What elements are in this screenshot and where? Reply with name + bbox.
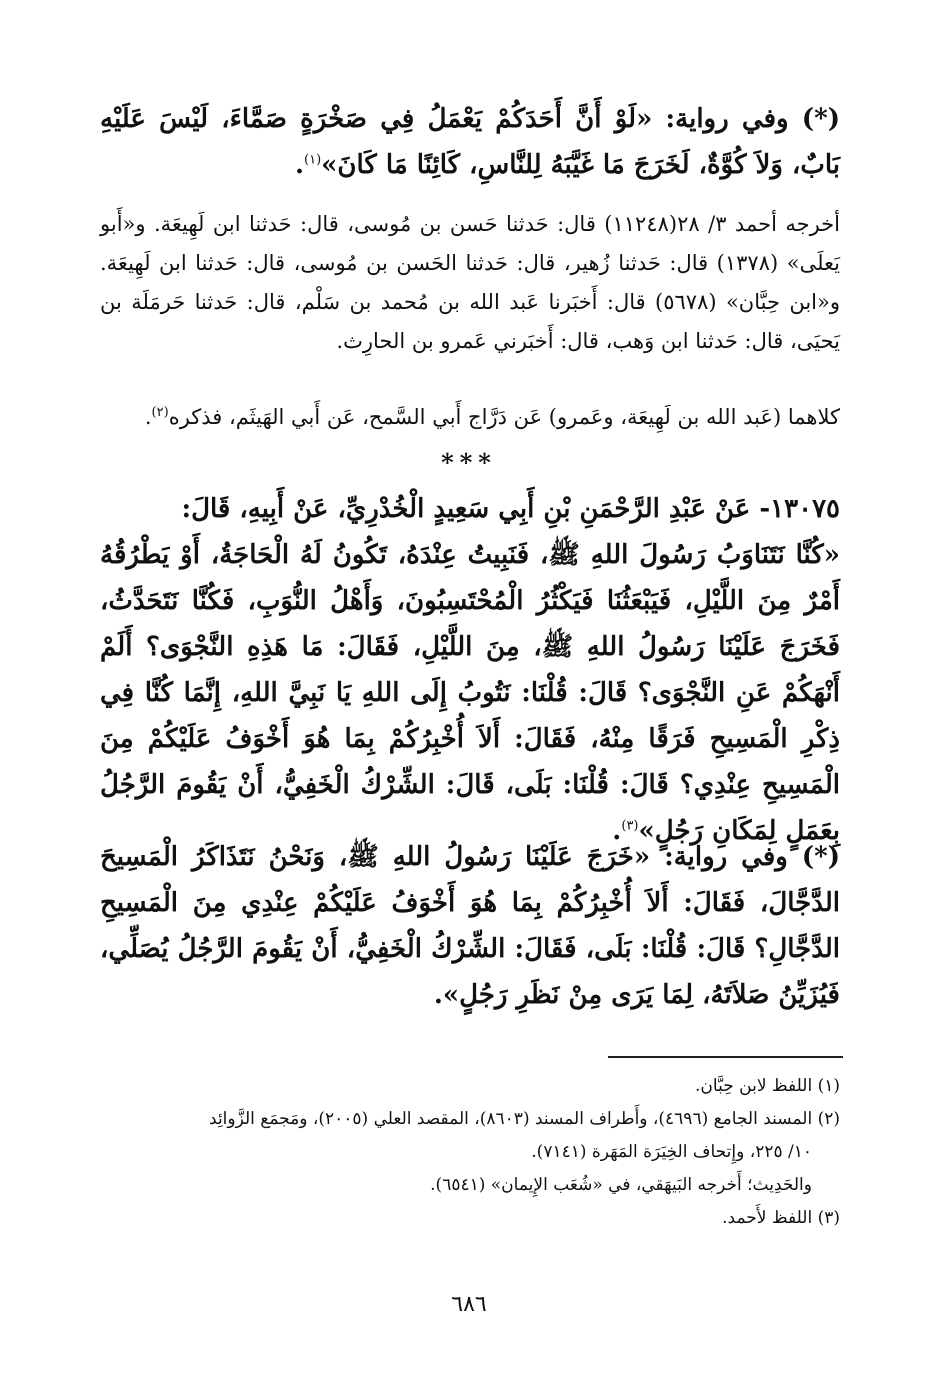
- isnad-summary: كلاهما (عَبد الله بن لَهِيعَة، وعَمرو) عَن دَرَّاج أَبي السَّمح، عَن أَبي الهَيثَم، فذكره$^{(٢)}$.: [144, 405, 840, 429]
- hadith-number-header: ١٣٠٧٥- عَنْ عَبْدِ الرَّحْمَنِ بْنِ أَبِي سَعِيدٍ الْخُدْرِيِّ، عَنْ أَبِيهِ، قَالَ:: [181, 494, 840, 524]
- footnote-2-continuation: ١٠/ ٢٢٥، وإِتحاف الخِيَرَة المَهَرة (٧١٤١).: [531, 1142, 812, 1162]
- hadith-body-text: «كُنَّا نَتَنَاوَبُ رَسُولَ اللهِ ﷺ، فَنَبِيتُ عِنْدَهُ، تَكُونُ لَهُ الْحَاجَةُ، أَوْ يَطْرُقُهُ أَمْرٌ مِنَ اللَّيْلِ، فَيَبْعَثُنَا فَيَكْثُرُ الْمُحْتَسِبُونَ، وَأَهْلُ النُّوَبِ، فَكُنَّا نَتَحَدَّثُ، فَخَرَجَ عَلَيْنَا رَسُولُ اللهِ ﷺ، مِنَ اللَّيْلِ، فَقَالَ: مَا هَذِهِ النَّجْوَى؟ أَلَمْ أَنْهَكُمْ عَنِ النَّجْوَى؟ قَالَ: قُلْنَا: نَتُوبُ إِلَى اللهِ يَا نَبِيَّ اللهِ، إِنَّمَا كُنَّا فِي ذِكْرِ الْمَسِيحِ فَرَقًا مِنْهُ، فَقَالَ: أَلاَ أُخْبِرُكُمْ بِمَا هُوَ أَخْوَفُ عَلَيْكُمْ مِنَ الْمَسِيحِ عِنْدِي؟ قَالَ: قُلْنَا: بَلَى، قَالَ: الشِّرْكُ الْخَفِيُّ، أَنْ يَقُومَ الرَّجُلُ بِعَمَلٍ لِمَكَانِ رَجُلٍ»: [100, 540, 840, 846]
- footnote-2-addendum: والحَدِيث؛ أَخرجه البَيهَقي، في «شُعَب الإِيمان» (٦٥٤١).: [430, 1175, 812, 1195]
- variant-narration-2: (*) وفي رواية: «خَرَجَ عَلَيْنَا رَسُولُ اللهِ ﷺ، وَنَحْنُ نَتَذَاكَرُ الْمَسِيحَ الدَّجَّالَ، فَقَالَ: أَلاَ أُخْبِرُكُمْ بِمَا هُوَ أَخْوَفُ عَلَيْكُمْ عِنْدِي مِنَ الْمَسِيحِ الدَّجَّالِ؟ قَالَ: قُلْنَا: بَلَى، فَقَالَ: الشِّرْكُ الْخَفِيُّ، أَنْ يَقُومَ الرَّجُلُ يُصَلِّي، فَيُزَيِّنُ صَلاَتَهُ، لِمَا يَرَى مِنْ نَظَرِ رَجُلٍ».: [100, 842, 840, 1010]
- variant-narration-1: (*) وفي رواية: «لَوْ أَنَّ أَحَدَكُمْ يَعْمَلُ فِي صَخْرَةٍ صَمَّاءَ، لَيْسَ عَلَيْهِ بَابٌ، وَلاَ كُوَّةٌ، لَخَرَجَ مَا غَيَّبَهُ لِلنَّاسِ، كَائِنًا مَا كَانَ»$^{(١)}$.: [100, 104, 840, 180]
- footnote-ref-2[interactable]: (٢): [151, 405, 169, 420]
- page-number: ٦٨٦: [451, 1292, 487, 1317]
- hadith-13075: [100, 486, 840, 854]
- section-separator: ***: [441, 448, 497, 477]
- footnote-separator: [608, 1056, 843, 1058]
- footnote-ref-1[interactable]: (١): [304, 152, 322, 168]
- footnotes: [100, 1070, 840, 1235]
- variant-narration-1-text: (*) وفي رواية: «لَوْ أَنَّ أَحَدَكُمْ يَعْمَلُ فِي صَخْرَةٍ صَمَّاءَ، لَيْسَ عَلَيْهِ بَابٌ، وَلاَ كُوَّةٌ، لَخَرَجَ مَا غَيَّبَهُ لِلنَّاسِ، كَائِنًا مَا كَانَ»: [100, 104, 840, 180]
- footnote-1: (١) اللفظ لابن حِبَّان.: [695, 1076, 840, 1096]
- footnote-3: (٣) اللفظ لأَحمد.: [722, 1208, 840, 1228]
- isnad-summary-text: كلاهما (عَبد الله بن لَهِيعَة، وعَمرو) عَن دَرَّاج أَبي السَّمح، عَن أَبي الهَيثَم، فذكره: [168, 405, 840, 429]
- hadith-body: «كُنَّا نَتَنَاوَبُ رَسُولَ اللهِ ﷺ، فَنَبِيتُ عِنْدَهُ، تَكُونُ لَهُ الْحَاجَةُ، أَوْ يَطْرُقُهُ أَمْرٌ مِنَ اللَّيْلِ، فَيَبْعَثُنَا فَيَكْثُرُ الْمُحْتَسِبُونَ، وَأَهْلُ النُّوَبِ، فَكُنَّا نَتَحَدَّثُ، فَخَرَجَ عَلَيْنَا رَسُولُ اللهِ ﷺ، مِنَ اللَّيْلِ، فَقَالَ: مَا هَذِهِ النَّجْوَى؟ أَلَمْ أَنْهَكُمْ عَنِ النَّجْوَى؟ قَالَ: قُلْنَا: نَتُوبُ إِلَى اللهِ يَا نَبِيَّ اللهِ، إِنَّمَا كُنَّا فِي ذِكْرِ الْمَسِيحِ فَرَقًا مِنْهُ، فَقَالَ: أَلاَ أُخْبِرُكُمْ بِمَا هُوَ أَخْوَفُ عَلَيْكُمْ مِنَ الْمَسِيحِ عِنْدِي؟ قَالَ: قُلْنَا: بَلَى، قَالَ: الشِّرْكُ الْخَفِيُّ، أَنْ يَقُومَ الرَّجُلُ بِعَمَلٍ لِمَكَانِ رَجُلٍ»$^{(٣)}$.: [100, 540, 840, 846]
- footnote-2: (٢) المسند الجامع (٤٦٩٦)، وأَطراف المسند (٨٦٠٣)، المقصد العلي (٢٠٠٥)، ومَجمَع الزَّوائِد: [209, 1109, 840, 1129]
- footnote-ref-3[interactable]: (٣): [621, 818, 639, 834]
- takhrij-paragraph: أخرجه أحمد ٣/ ٢٨(١١٢٤٨) قال: حَدثنا حَسن بن مُوسى، قال: حَدثنا ابن لَهِيعَة. و«أَبو يَعلَى» (١٣٧٨) قال: حَدثنا زُهير، قال: حَدثنا الحَسن بن مُوسى، قال: حَدثنا ابن لَهِيعَة. و«ابن حِبَّان» (٥٦٧٨) قال: أَخبَرنا عَبد الله بن مُحمد بن سَلْم، قال: حَدثنا حَرمَلَة بن يَحيَى، قال: حَدثنا ابن وَهب، قال: أَخبَرني عَمرو بن الحارِث.: [100, 212, 840, 353]
